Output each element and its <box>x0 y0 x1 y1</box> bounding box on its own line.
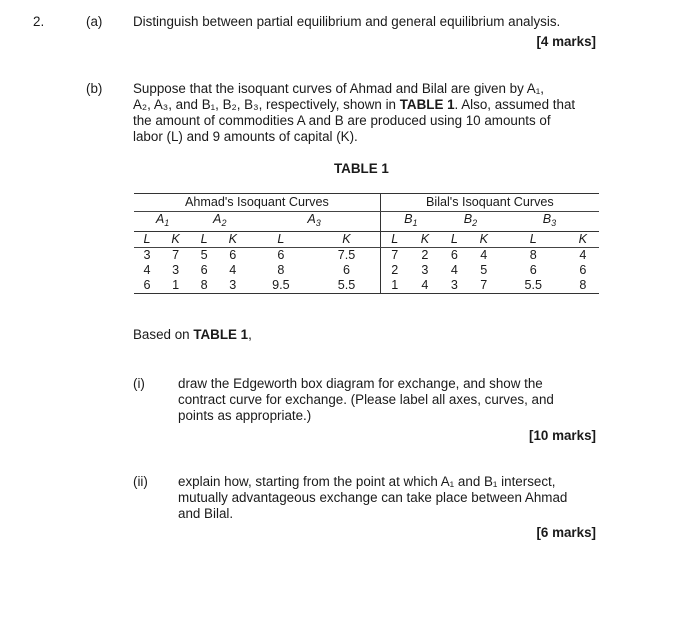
column-header: L <box>248 232 313 248</box>
curve-header: $A_1$ <box>155 212 170 228</box>
column-header: K <box>160 232 191 248</box>
part-i-text <box>178 376 598 424</box>
part-ii-line-2: mutually advantageous exchange can take place between Ahmad <box>178 490 568 505</box>
table-cell: 5.5 <box>500 278 567 294</box>
column-header: K <box>567 232 599 248</box>
part-i-line-2: contract curve for exchange. (Please label all axes, curves, and <box>178 392 554 407</box>
part-a-label: (a) <box>86 14 103 29</box>
curve-header: $A_2$ <box>213 212 227 228</box>
part-b-line-3: the amount of commodities A and B are produced using 10 amounts of <box>133 113 551 128</box>
column-header: L <box>500 232 567 248</box>
table-cell: 2 <box>421 248 429 262</box>
table-cell: 2 <box>391 263 399 277</box>
part-b-line-2-post: . Also, assumed that <box>454 97 576 112</box>
part-i-marks: [10 marks] <box>529 428 596 443</box>
table-cell: 4 <box>229 263 237 277</box>
table-cell: 7 <box>391 248 399 262</box>
table-cell: 9.5 <box>248 278 313 294</box>
table-cell: 4 <box>409 278 441 294</box>
curve-header: $A_3$ <box>248 212 380 232</box>
part-ii-text <box>178 474 598 522</box>
table-cell: 3 <box>217 278 248 294</box>
table-row <box>134 248 599 264</box>
table-cell: 1 <box>160 278 191 294</box>
table-row <box>134 278 599 294</box>
table-curve-row <box>134 212 599 232</box>
table-row <box>134 263 599 278</box>
column-header: L <box>134 232 160 248</box>
based-on-pre: Based on <box>133 327 194 342</box>
table-cell: 4 <box>579 248 587 262</box>
part-i-line-3: points as appropriate.) <box>178 408 312 423</box>
curve-header: $B_3$ <box>542 212 557 228</box>
part-a-marks: [4 marks] <box>536 34 596 49</box>
table-cell: 3 <box>421 263 429 277</box>
table-cell: 6 <box>529 263 537 277</box>
table-cell: 7 <box>172 248 180 262</box>
column-header: L <box>380 232 409 248</box>
table-cell: 7 <box>468 278 500 294</box>
part-b-text <box>133 81 596 145</box>
isoquant-table <box>134 193 599 294</box>
part-ii-marks: [6 marks] <box>536 525 596 540</box>
part-i-line-1: draw the Edgeworth box diagram for exchange, and show the <box>178 376 543 391</box>
table-cell: 3 <box>143 248 151 262</box>
table-cell: 4 <box>450 263 458 277</box>
column-header: K <box>468 232 500 248</box>
column-header: K <box>409 232 441 248</box>
part-b-line-2 <box>133 97 596 113</box>
part-b-line-2-pre: A₂, A₃, and B₁, B₂, B₃, respectively, shown in <box>133 97 400 112</box>
table-cell: 8 <box>567 278 599 294</box>
table-cell: 6 <box>134 278 160 294</box>
table-cell: 1 <box>380 278 409 294</box>
based-on-line <box>133 327 252 342</box>
part-b-line-4: labor (L) and 9 amounts of capital (K). <box>133 129 358 144</box>
table-cell: 8 <box>191 278 217 294</box>
table-cell: 6 <box>277 248 285 262</box>
table-cell: 3 <box>441 278 468 294</box>
table-cell: 6 <box>200 263 208 277</box>
table-cell: 6 <box>313 263 380 278</box>
column-header: L <box>191 232 217 248</box>
table-cell: 3 <box>172 263 180 277</box>
part-a-text: Distinguish between partial equilibrium and general equilibrium analysis. <box>133 14 561 29</box>
table-cell: 8 <box>529 248 537 262</box>
based-on-table-ref: TABLE 1 <box>193 327 249 342</box>
question-number: 2. <box>33 14 45 29</box>
table-cell: 8 <box>277 263 285 277</box>
curve-header: $B_1$ <box>404 212 418 228</box>
group-header-bilal: Bilal's Isoquant Curves <box>380 194 599 212</box>
table-cell: 4 <box>480 248 488 262</box>
part-ii-line-3: and Bilal. <box>178 506 234 521</box>
part-ii-label: (ii) <box>133 474 148 489</box>
group-header-ahmad: Ahmad's Isoquant Curves <box>134 194 380 212</box>
column-header: L <box>441 232 468 248</box>
part-b-line-1: Suppose that the isoquant curves of Ahmad and Bilal are given by A₁, <box>133 81 544 96</box>
part-b-label: (b) <box>86 81 103 96</box>
table-cell: 6 <box>229 248 237 262</box>
table-cell: 5.5 <box>313 278 380 294</box>
table-cell: 6 <box>450 248 458 262</box>
based-on-post: , <box>248 327 252 342</box>
table-cell: 5 <box>200 248 208 262</box>
part-ii-line-1: explain how, starting from the point at which A₁ and B₁ intersect, <box>178 474 556 489</box>
column-header: K <box>313 232 380 248</box>
table-cell: 6 <box>579 263 587 277</box>
table-cell: 4 <box>143 263 151 277</box>
table-cell: 5 <box>480 263 488 277</box>
table-column-header-row <box>134 232 599 248</box>
table-group-row <box>134 194 599 212</box>
column-header: K <box>217 232 248 248</box>
table-title: TABLE 1 <box>334 161 389 176</box>
part-i-label: (i) <box>133 376 145 391</box>
part-b-table-ref: TABLE 1 <box>399 97 455 112</box>
curve-header: $B_2$ <box>463 212 478 228</box>
table-cell: 7.5 <box>313 248 380 264</box>
